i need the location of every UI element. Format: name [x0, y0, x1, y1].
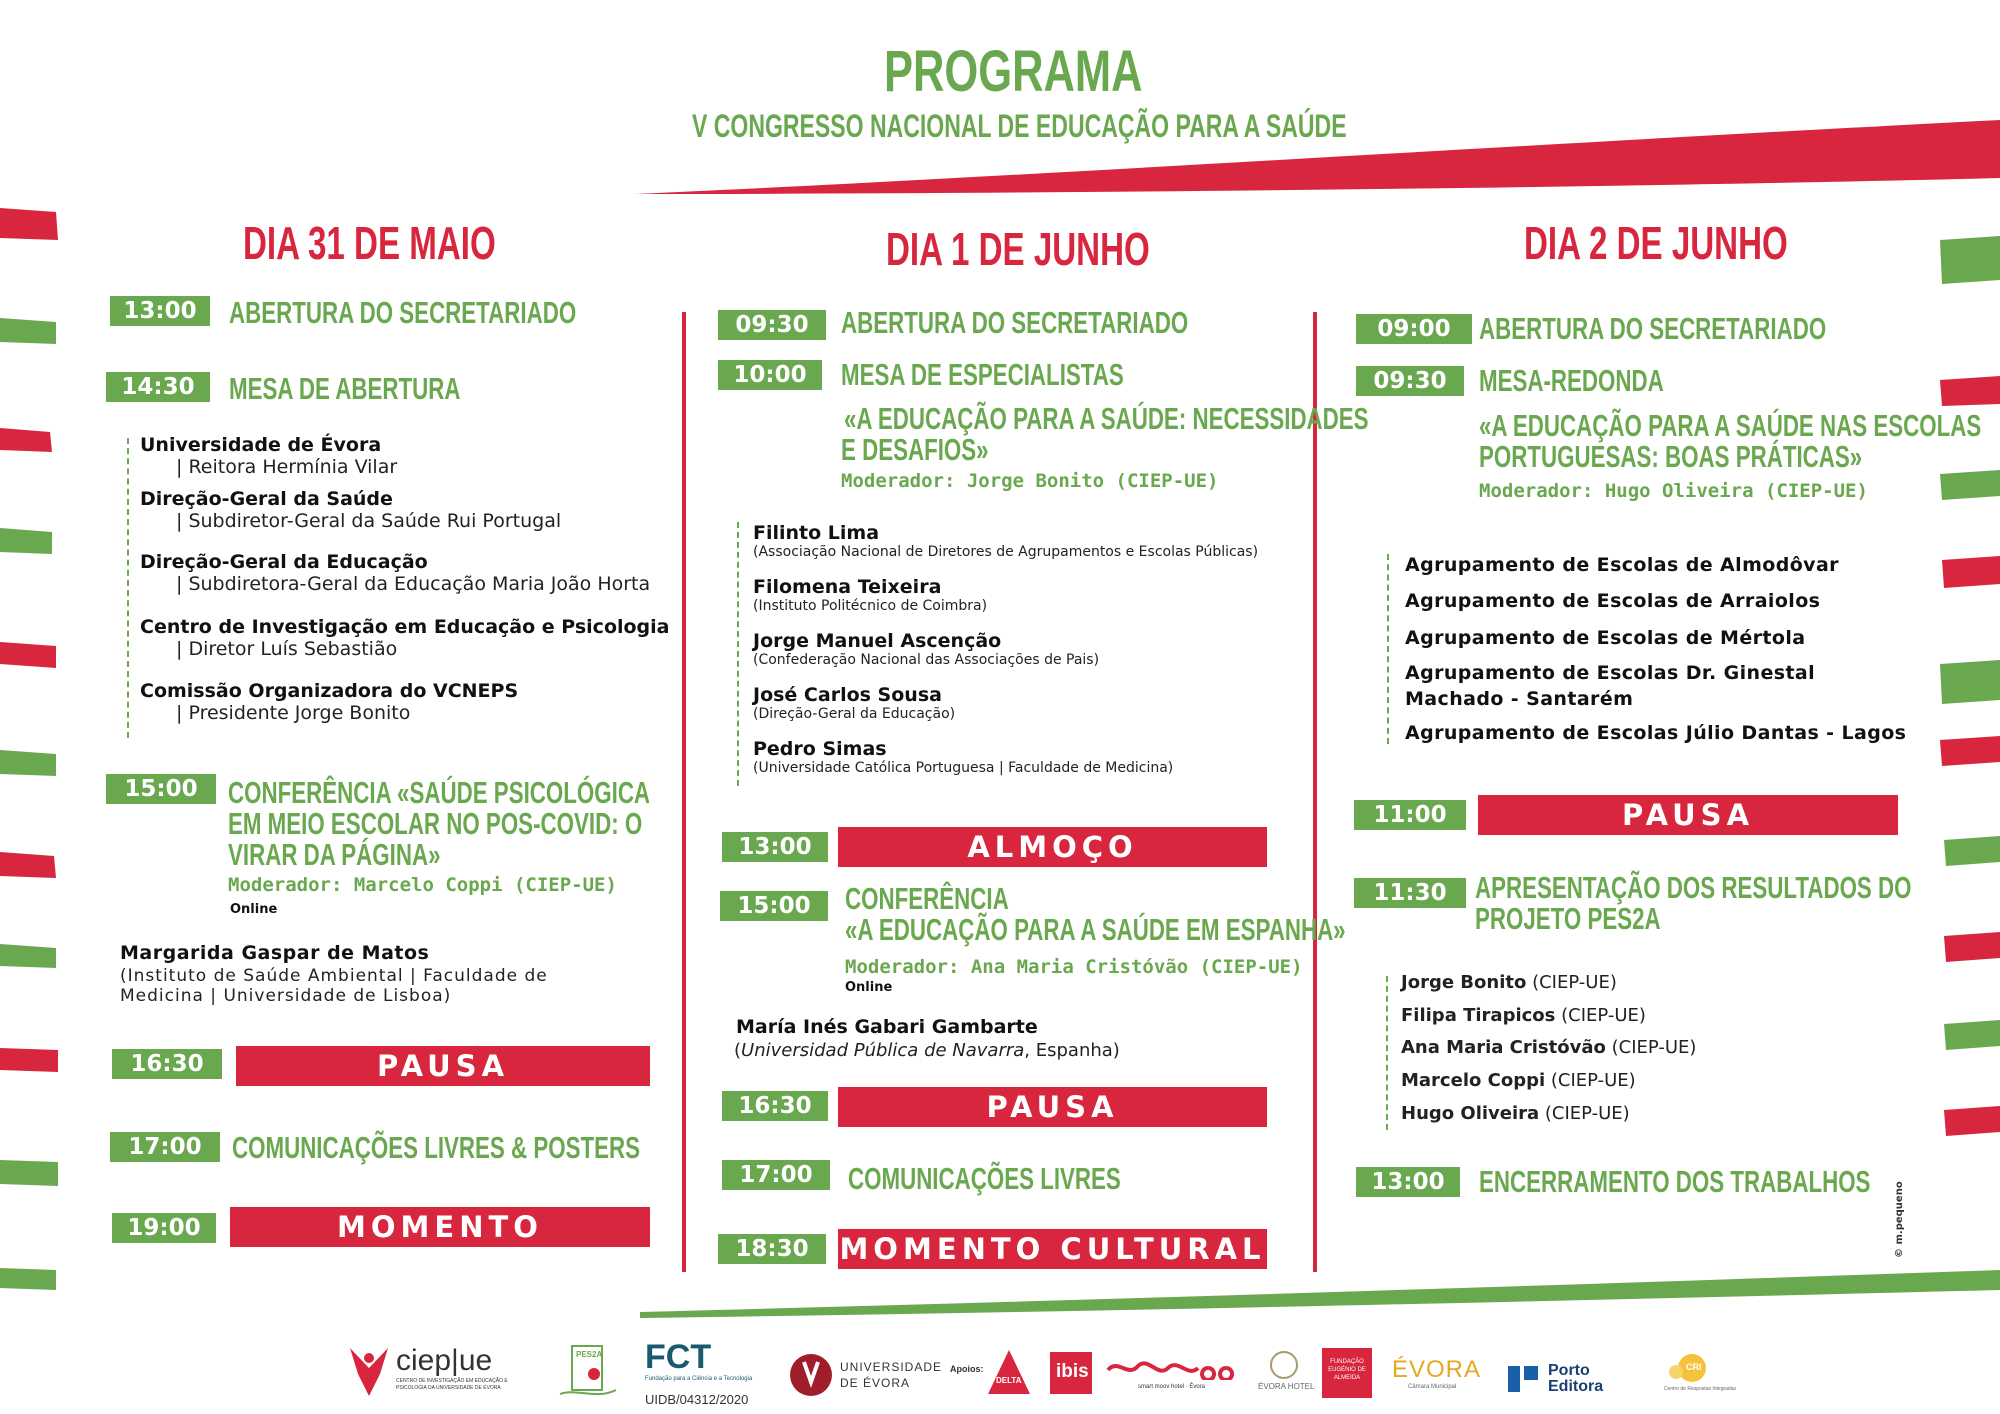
time-badge: 15:00 [720, 891, 828, 921]
moov-subtitle: smart moov hotel · Évora [1138, 1384, 1206, 1390]
page-title: PROGRAMA [884, 39, 1143, 104]
event-title: CONFERÊNCIA [845, 881, 1009, 916]
speaker-item [753, 684, 1313, 738]
delta-icon [986, 1348, 1032, 1396]
cultural-bar: MOMENTO CULTURAL [838, 1229, 1267, 1269]
affiliation-country: , Espanha) [1024, 1040, 1120, 1061]
speaker-affiliation: (Confederação Nacional das Associações de Pais) [753, 652, 1100, 668]
person-item [1401, 1005, 1901, 1037]
time-badge: 13:00 [110, 296, 210, 326]
break-bar: PAUSA [236, 1046, 650, 1086]
porto-line2: Editora [1548, 1378, 1604, 1395]
ciep-wordmark: ciep|ue [396, 1344, 493, 1377]
fct-wordmark: FCT [645, 1338, 712, 1376]
speaker-role: | Subdiretor-Geral da Saúde Rui Portugal [176, 510, 562, 532]
cultural-bar: MOMENTO CULTURAL [230, 1207, 650, 1247]
break-bar: PAUSA [838, 1087, 1267, 1127]
porto-line1: Porto [1548, 1362, 1590, 1379]
event-subtitle: «A EDUCAÇÃO PARA A SAÚDE NAS ESCOLAS [1479, 408, 1982, 443]
column-separator-2 [1313, 312, 1317, 1272]
moderator: Moderador: Hugo Oliveira (CIEP-UE) [1479, 480, 1868, 502]
speaker-institution: Universidade de Évora [140, 434, 382, 456]
event-title: EM MEIO ESCOLAR NO POS-COVID: O [228, 806, 643, 841]
speaker-institution: Comissão Organizadora do VCNEPS [140, 680, 519, 702]
evora-hotel-label: ÉVORA HOTEL [1258, 1382, 1315, 1391]
speaker-list-divider [737, 522, 739, 786]
fct-subtitle: Fundação para a Ciência e a Tecnologia [645, 1376, 753, 1382]
speaker-list [753, 522, 1313, 792]
ciep-logo [346, 1340, 516, 1400]
event-title: PROJETO PES2A [1475, 901, 1661, 936]
lunch-bar: ALMOÇO [838, 827, 1267, 867]
day-heading-2-junho: DIA 2 DE JUNHO [1524, 217, 1788, 269]
event-title: MESA DE ESPECIALISTAS [841, 357, 1124, 392]
person-affiliation: (CIEP-UE) [1539, 1103, 1630, 1124]
people-list-divider [1386, 976, 1388, 1130]
evora-wordmark: ÉVORA [1392, 1356, 1482, 1383]
evora-hotel-logo [1258, 1350, 1315, 1400]
speaker-affiliation: (Direção-Geral da Educação) [753, 706, 956, 722]
speaker-role: | Presidente Jorge Bonito [176, 702, 411, 724]
event-title: ENCERRAMENTO DOS TRABALHOS [1479, 1164, 1871, 1199]
moderator: Moderador: Ana Maria Cristóvão (CIEP-UE) [845, 956, 1303, 978]
event-title: MESA-REDONDA [1479, 363, 1664, 398]
school-item: Agrupamento de Escolas de Mértola [1405, 627, 1806, 649]
person-affiliation: (CIEP-UE) [1555, 1005, 1646, 1026]
speaker-item [140, 488, 680, 551]
speaker-affiliation: (Instituto Politécnico de Coimbra) [753, 598, 988, 614]
uevora-logo [788, 1352, 943, 1398]
speaker-name: Filinto Lima [753, 522, 880, 544]
event-title: APRESENTAÇÃO DOS RESULTADOS DO [1475, 870, 1912, 905]
moderator: Moderador: Jorge Bonito (CIEP-UE) [841, 470, 1219, 492]
person-item [1401, 1070, 1901, 1103]
speaker-role: | Reitora Hermínia Vilar [176, 456, 398, 478]
pes2a-label: PES2A [576, 1350, 603, 1359]
break-bar: PAUSA [1478, 795, 1898, 835]
speaker-name: Jorge Manuel Ascenção [753, 630, 1002, 652]
person-affiliation: (CIEP-UE) [1545, 1070, 1636, 1091]
speaker-item [140, 680, 680, 734]
school-item: Machado - Santarém [1405, 688, 1634, 710]
event-title: ABERTURA DO SECRETARIADO [1479, 311, 1827, 346]
ibis-label: ibis [1056, 1361, 1089, 1382]
column-separator-1 [682, 312, 686, 1272]
leaf-icon [1264, 1350, 1304, 1380]
school-list [1405, 554, 1925, 744]
school-item: Agrupamento de Escolas de Arraiolos [1405, 590, 1821, 612]
person-affiliation: (CIEP-UE) [1526, 972, 1617, 993]
time-badge: 17:00 [722, 1160, 830, 1190]
online-label: Online [230, 902, 278, 917]
speaker-item [140, 616, 680, 680]
speaker-item [753, 522, 1313, 576]
fundacao-label: FUNDAÇÃO EUGÉNIO DE ALMEIDA [1328, 1359, 1366, 1381]
evora-cm-logo [1392, 1356, 1488, 1400]
evora-subtitle: Câmara Municipal [1408, 1384, 1457, 1390]
time-badge: 16:30 [722, 1091, 828, 1121]
ciep-subtitle: CENTRO DE INVESTIGAÇÃO EM EDUCAÇÃO E PSICOLOGIA DA UNIVERSIDADE DE ÉVORA [396, 1378, 508, 1391]
affiliation-institution: Universidad Pública de Navarra [741, 1040, 1025, 1061]
event-subtitle: PORTUGUESAS: BOAS PRÁTICAS» [1479, 439, 1863, 474]
time-badge: 11:00 [1354, 800, 1466, 830]
speaker-item [140, 551, 680, 616]
online-label: Online [845, 980, 893, 995]
speaker-affiliation: (Universidade Católica Portuguesa | Faculdade de Medicina) [753, 760, 1174, 776]
uevora-line1: UNIVERSIDADE [840, 1360, 943, 1374]
uevora-icon [788, 1352, 834, 1398]
speaker-affiliation: (Instituto de Saúde Ambiental | Faculdade de [120, 966, 548, 986]
person-item [1401, 1037, 1901, 1070]
speaker-item [753, 738, 1313, 792]
person-item [1401, 1103, 1901, 1124]
delta-label: DELTA [996, 1376, 1022, 1385]
event-title: CONFERÊNCIA «SAÚDE PSICOLÓGICA [228, 775, 651, 810]
person-name: Marcelo Coppi [1401, 1070, 1546, 1091]
time-badge: 11:30 [1354, 878, 1466, 908]
cri-label: CRI [1686, 1362, 1702, 1372]
speaker-institution: Direção-Geral da Educação [140, 551, 428, 573]
speaker-role: | Subdiretora-Geral da Educação Maria João Horta [176, 573, 651, 595]
speaker-item [140, 434, 680, 488]
event-title: COMUNICAÇÕES LIVRES [848, 1161, 1121, 1196]
speaker-list-divider [127, 438, 129, 738]
speaker-list [140, 434, 680, 734]
fct-code: UIDB/04312/2020 [645, 1392, 749, 1407]
speaker-role: | Diretor Luís Sebastião [176, 638, 398, 660]
time-badge: 13:00 [1356, 1167, 1460, 1197]
speaker-name: Margarida Gaspar de Matos [120, 942, 430, 964]
time-badge: 09:30 [718, 310, 826, 340]
speaker-name: María Inés Gabari Gambarte [736, 1016, 1038, 1038]
school-item: Agrupamento de Escolas Dr. Ginestal [1405, 662, 1816, 684]
speaker-name: Filomena Teixeira [753, 576, 942, 598]
speaker-affiliation: (Associação Nacional de Diretores de Agrupamentos e Escolas Públicas) [753, 544, 1259, 560]
event-title: VIRAR DA PÁGINA» [228, 837, 441, 872]
person-name: Ana Maria Cristóvão [1401, 1037, 1606, 1058]
speaker-name: José Carlos Sousa [753, 684, 942, 706]
cri-subtitle: Centro de Respostas Integradas [1664, 1386, 1736, 1392]
moov-icon [1104, 1356, 1234, 1380]
bird-icon [346, 1340, 392, 1398]
school-list-divider [1387, 554, 1389, 744]
speaker-affiliation [734, 1040, 1120, 1061]
event-subtitle: «A EDUCAÇÃO PARA A SAÚDE: NECESSIDADES [844, 401, 1369, 436]
time-badge: 10:00 [718, 360, 822, 390]
time-badge: 14:30 [106, 372, 210, 402]
credit-text: © m.pequeno [1894, 1181, 1905, 1258]
affiliation-paren: ( [734, 1040, 742, 1061]
page-subtitle: V CONGRESSO NACIONAL DE EDUCAÇÃO PARA A SAÚDE [692, 108, 1347, 144]
fct-logo [645, 1338, 785, 1408]
pes2a-logo [556, 1344, 626, 1404]
time-badge: 17:00 [110, 1132, 220, 1162]
cri-logo [1664, 1350, 1734, 1398]
day-heading-1-junho: DIA 1 DE JUNHO [886, 223, 1150, 275]
person-affiliation: (CIEP-UE) [1605, 1037, 1697, 1058]
speaker-institution: Direção-Geral da Saúde [140, 488, 393, 510]
event-title: MESA DE ABERTURA [229, 371, 461, 406]
speaker-item [753, 630, 1313, 684]
event-subtitle: E DESAFIOS» [841, 432, 989, 467]
time-badge: 19:00 [112, 1213, 216, 1243]
moderator: Moderador: Marcelo Coppi (CIEP-UE) [228, 874, 617, 896]
time-badge: 18:30 [718, 1234, 826, 1264]
time-badge: 09:30 [1356, 366, 1464, 396]
person-name: Hugo Oliveira [1401, 1103, 1540, 1124]
school-item: Agrupamento de Escolas Júlio Dantas - Lagos [1405, 722, 1907, 744]
apoios-label: Apoios: [950, 1364, 984, 1374]
day-heading-31-maio: DIA 31 DE MAIO [243, 217, 496, 269]
speaker-name: Pedro Simas [753, 738, 887, 760]
time-badge: 13:00 [722, 832, 828, 862]
person-item [1401, 972, 1901, 1005]
porto-editora-icon [1506, 1364, 1540, 1394]
speaker-affiliation: Medicina | Universidade de Lisboa) [120, 986, 452, 1006]
event-title: «A EDUCAÇÃO PARA A SAÚDE EM ESPANHA» [845, 912, 1346, 947]
event-title: ABERTURA DO SECRETARIADO [229, 295, 577, 330]
person-name: Jorge Bonito [1401, 972, 1527, 993]
time-badge: 09:00 [1356, 314, 1472, 344]
speaker-institution: Centro de Investigação em Educação e Psicologia [140, 616, 670, 638]
event-title: ABERTURA DO SECRETARIADO [841, 305, 1189, 340]
uevora-line2: DE ÉVORA [840, 1376, 911, 1390]
school-item: Agrupamento de Escolas de Almodôvar [1405, 554, 1839, 576]
people-list [1401, 972, 1901, 1124]
moov-logo [1104, 1356, 1234, 1396]
speaker-item [753, 576, 1313, 630]
fundacao-logo [1322, 1348, 1372, 1398]
event-title: COMUNICAÇÕES LIVRES & POSTERS [232, 1130, 641, 1165]
time-badge: 16:30 [112, 1049, 222, 1079]
delta-logo [986, 1348, 1032, 1396]
ibis-logo [1050, 1352, 1092, 1394]
person-name: Filipa Tirapicos [1401, 1005, 1556, 1026]
porto-editora-logo [1506, 1364, 1626, 1404]
time-badge: 15:00 [106, 774, 216, 804]
